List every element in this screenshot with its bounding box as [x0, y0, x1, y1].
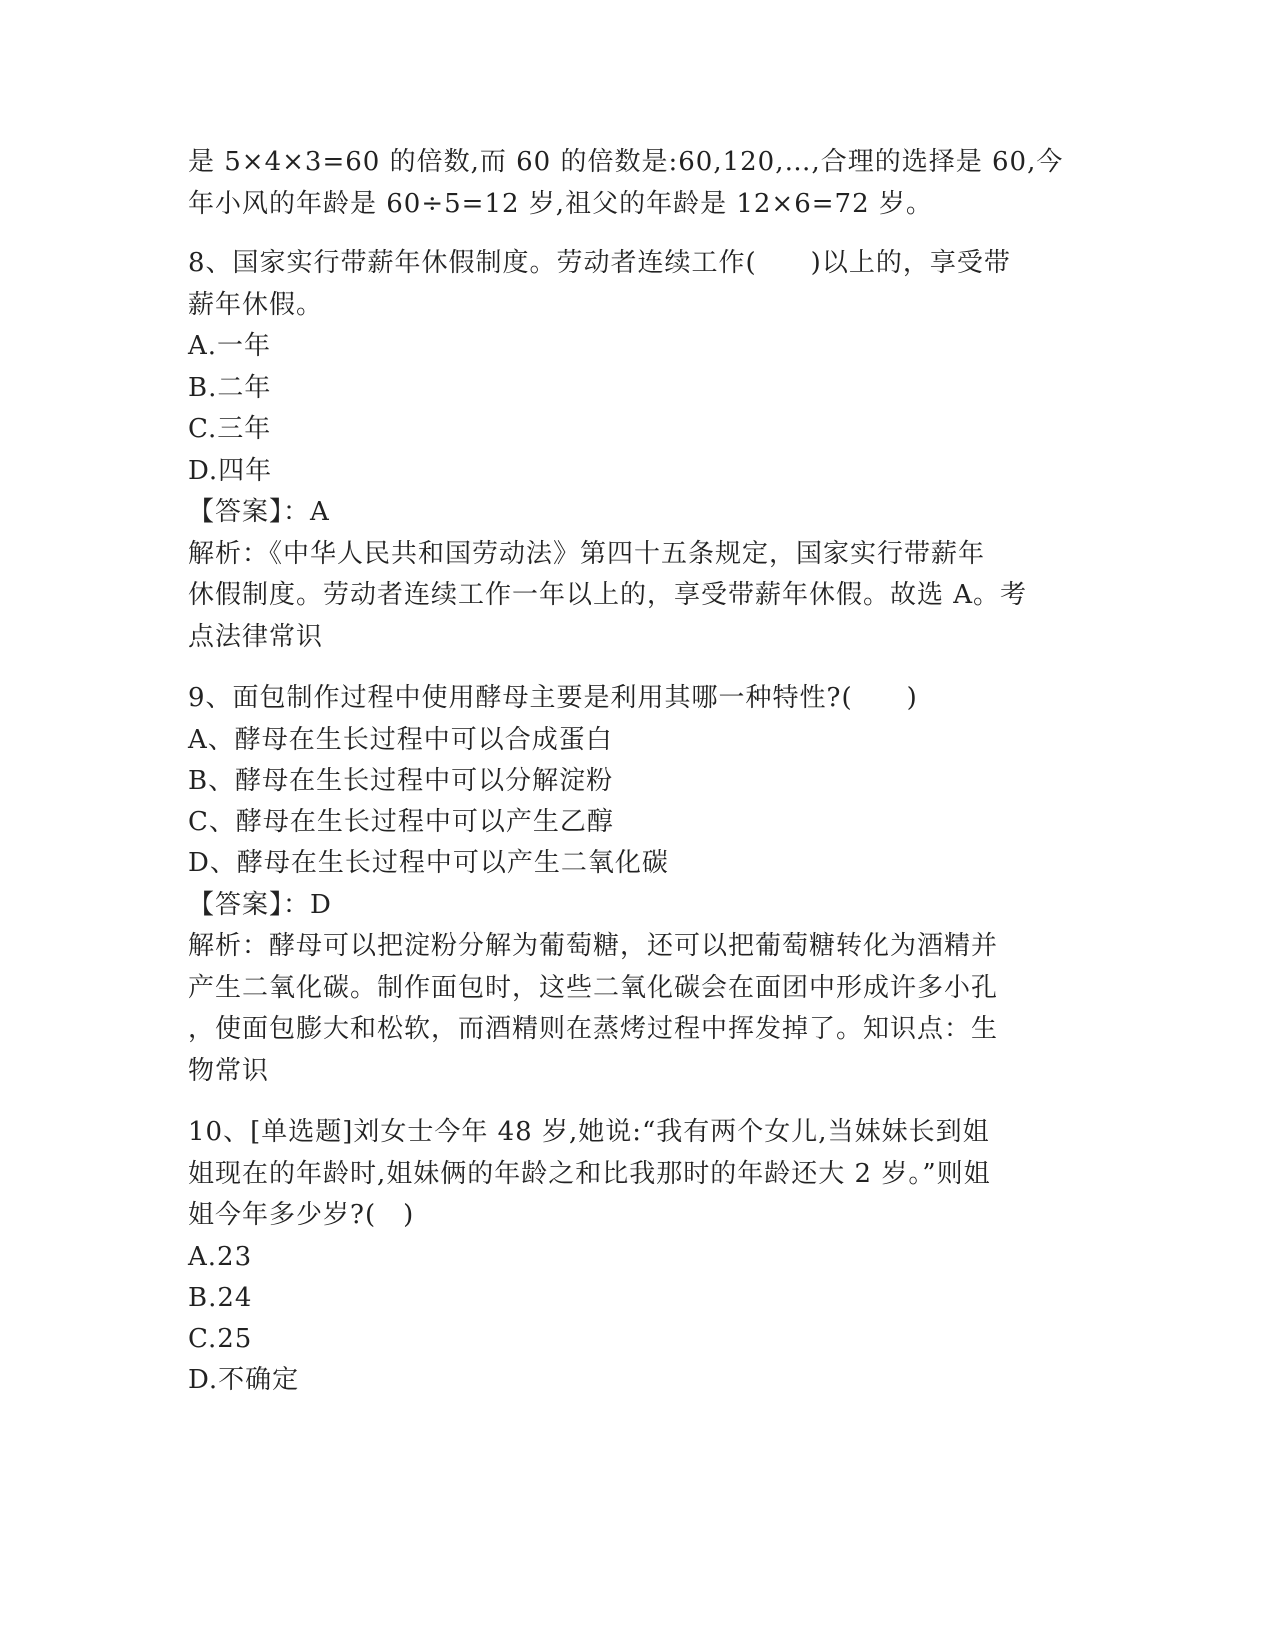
- q7-analysis-line: 是 5×4×3=60 的倍数,而 60 的倍数是:60,120,…,合理的选择是 60,今: [188, 147, 1064, 177]
- q10-stem: 10、[单选题]刘女士今年 48 岁,她说:“我有两个女儿,当妹妹长到姐: [188, 1117, 990, 1147]
- q10-option-b: B.24: [188, 1283, 253, 1313]
- q10-option-c: C.25: [188, 1324, 253, 1354]
- q9-option-a: A、酵母在生长过程中可以合成蛋白: [188, 725, 613, 755]
- q8-answer: 【答案】：A: [188, 497, 330, 527]
- q10-option-a: A.23: [188, 1242, 253, 1272]
- q9-option-d: D、酵母在生长过程中可以产生二氧化碳: [188, 848, 669, 878]
- q9-stem: 9、面包制作过程中使用酵母主要是利用其哪一种特性?( ): [188, 683, 918, 713]
- q8-analysis: 休假制度。劳动者连续工作一年以上的，享受带薪年休假。故选 A。考: [188, 580, 1028, 610]
- q8-option-b: B.二年: [188, 373, 272, 403]
- q10-stem: 姐今年多少岁?( ): [188, 1200, 415, 1230]
- q8-analysis: 点法律常识: [188, 622, 324, 652]
- q8-stem: 8、国家实行带薪年休假制度。劳动者连续工作( )以上的，享受带: [188, 248, 1011, 278]
- q9-analysis: 解析：酵母可以把淀粉分解为葡萄糖，还可以把葡萄糖转化为酒精并: [188, 931, 999, 961]
- q9-option-b: B、酵母在生长过程中可以分解淀粉: [188, 766, 614, 796]
- q8-option-d: D.四年: [188, 456, 273, 486]
- q9-analysis: 产生二氧化碳。制作面包时，这些二氧化碳会在面团中形成许多小孔: [188, 973, 999, 1003]
- q7-analysis-line: 年小风的年龄是 60÷5=12 岁,祖父的年龄是 12×6=72 岁。: [188, 189, 933, 219]
- q9-analysis: 物常识: [188, 1056, 270, 1086]
- q8-analysis: 解析：《中华人民共和国劳动法》第四十五条规定，国家实行带薪年: [188, 539, 986, 569]
- q8-option-c: C.三年: [188, 414, 272, 444]
- q10-stem: 姐现在的年龄时,姐妹俩的年龄之和比我那时的年龄还大 2 岁。”则姐: [188, 1159, 991, 1189]
- q8-option-a: A.一年: [188, 331, 272, 361]
- q9-analysis: ，使面包膨大和松软，而酒精则在蒸烤过程中挥发掉了。知识点：生: [188, 1014, 999, 1044]
- q9-option-c: C、酵母在生长过程中可以产生乙醇: [188, 807, 614, 837]
- q8-stem: 薪年休假。: [188, 290, 324, 320]
- q10-option-d: D.不确定: [188, 1365, 300, 1395]
- q9-answer: 【答案】：D: [188, 890, 332, 920]
